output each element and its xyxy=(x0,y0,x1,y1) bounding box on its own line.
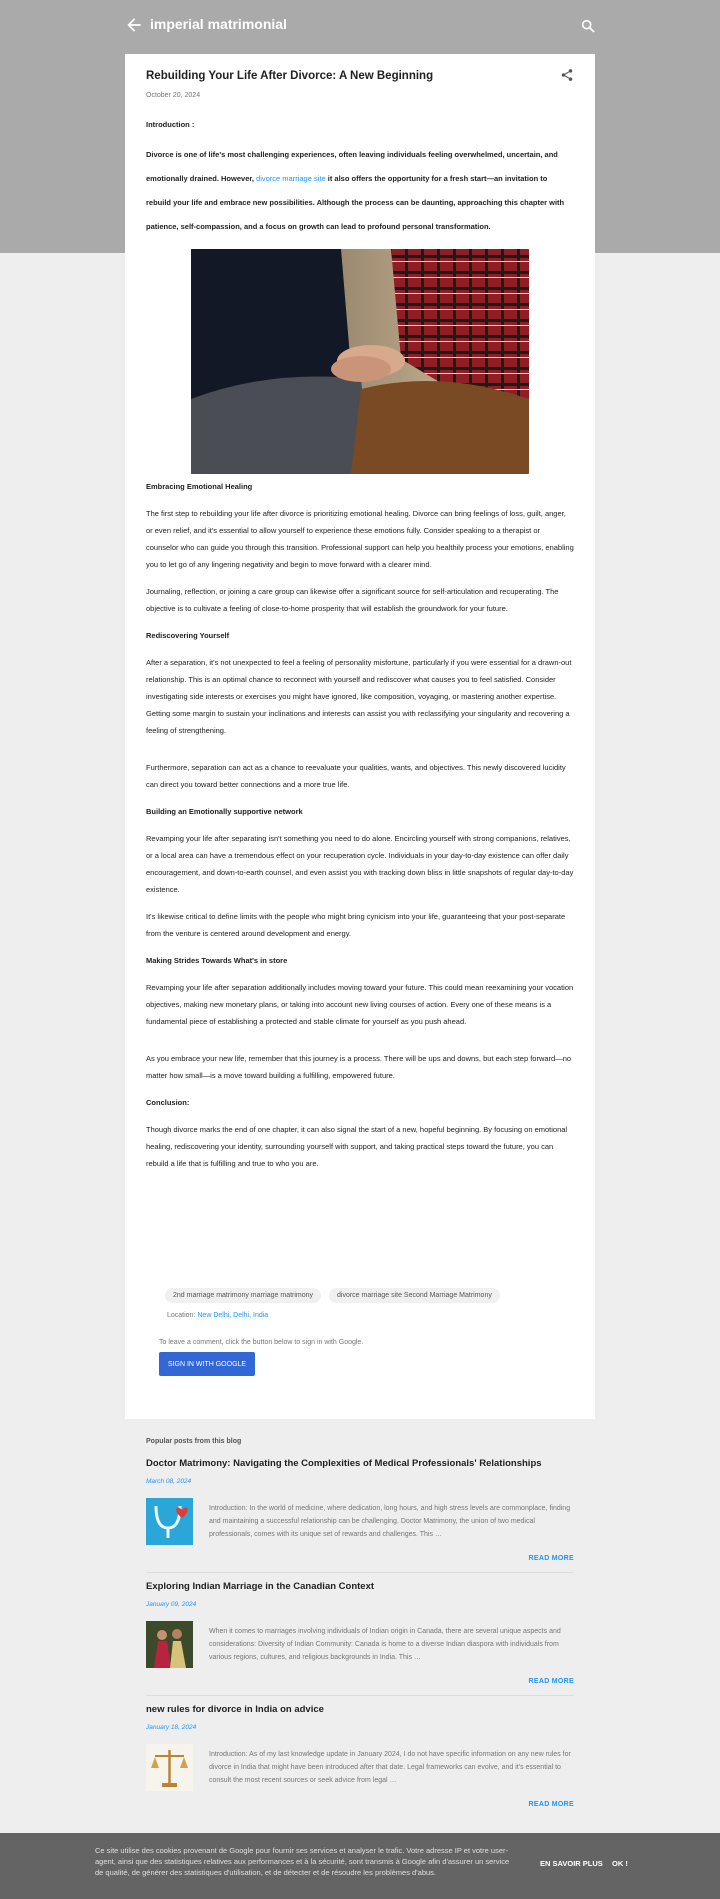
read-more-link[interactable]: READ MORE xyxy=(528,1555,574,1562)
popular-post xyxy=(146,1458,574,1562)
divorce-marriage-site-link[interactable]: divorce marriage site xyxy=(256,174,326,183)
post-date: October 20, 2024 xyxy=(146,92,201,99)
intro-paragraph xyxy=(146,143,574,239)
label-chip[interactable]: 2nd marriage matrimony marriage matrimony xyxy=(165,1288,321,1303)
popular-post-thumbnail[interactable] xyxy=(146,1621,193,1668)
popular-post-title[interactable]: Doctor Matrimony: Navigating the Complexities of Medical Professionals' Relationships xyxy=(146,1458,542,1469)
stethoscope-heart-icon xyxy=(146,1498,193,1545)
intro-text-1: Divorce is one of life's most challenging experiences, often leaving individuals feeling overwhelmed, uncertain, and emotionally drained. However, xyxy=(146,150,558,183)
location-label: Location: xyxy=(167,1312,196,1319)
sign-in-with-google-button[interactable]: SIGN IN WITH GOOGLE xyxy=(159,1352,255,1376)
divider xyxy=(146,1695,574,1696)
popular-post-date[interactable]: March 08, 2024 xyxy=(146,1478,192,1485)
popular-post xyxy=(146,1581,574,1685)
section-paragraph: Revamping your life after separation additionally includes moving toward your future. This could mean reexamining your vocation objectives, making new monetary plans, or taking into account new living courses of action. Every one of these means is a fundamental piece of establishing a protected and stable climate for yourself as you push ahead. xyxy=(146,983,574,1026)
divider xyxy=(146,1572,574,1573)
popular-post-title[interactable]: Exploring Indian Marriage in the Canadian Context xyxy=(146,1581,375,1592)
popular-post xyxy=(146,1704,574,1808)
read-more-link[interactable]: READ MORE xyxy=(528,1801,574,1808)
post-image-holding-hands xyxy=(191,249,529,474)
justice-scales-icon xyxy=(146,1744,193,1791)
section-paragraph: As you embrace your new life, remember that this journey is a process. There will be ups and downs, but each step forward—no matter how small—is a move toward building a fulfilling, empowered future. xyxy=(146,1054,572,1080)
wedding-couple-icon xyxy=(146,1621,193,1668)
cookie-ok-button[interactable]: OK ! xyxy=(612,1859,628,1868)
post-location xyxy=(167,1312,268,1319)
post-title: Rebuilding Your Life After Divorce: A New Beginning xyxy=(146,70,434,82)
section-paragraph: Journaling, reflection, or joining a care group can likewise offer a significant source for self-articulation and recuperating. The objective is to cultivate a feeling of close-to-home prosperity that will establish the groundwork for your future. xyxy=(146,587,559,613)
popular-post-date[interactable]: January 09, 2024 xyxy=(146,1601,197,1608)
blog-title[interactable]: imperial matrimonial xyxy=(150,16,287,32)
cookie-text: Ce site utilise des cookies provenant de Google pour fournir ses services et analyser le trafic. Votre adresse IP et votre user-agent, ainsi que des statistiques relatives aux performances et à la sécurité, sont transmis à Google afin d'assurer un service de qualité, de générer des statistiques d'utilisation, et de détecter et de résoudre les problèmes d'abus. xyxy=(95,1846,510,1877)
section-heading: Embracing Emotional Healing xyxy=(146,482,253,491)
post-card xyxy=(125,54,595,1419)
section-heading: Making Strides Towards What's in store xyxy=(146,956,288,965)
read-more-link[interactable]: READ MORE xyxy=(528,1678,574,1685)
blog-header xyxy=(0,0,720,50)
back-arrow-icon[interactable] xyxy=(124,15,144,35)
section-paragraph: Furthermore, separation can act as a chance to reevaluate your qualities, wants, and objectives. This newly discovered lucidity can direct you toward better connections and a more true life. xyxy=(146,763,566,789)
section-paragraph: Though divorce marks the end of one chapter, it can also signal the start of a new, hopeful beginning. By focusing on emotional healing, rediscovering your identity, surrounding yourself with support, and taking practical steps toward the future, you can rebuild a life that is fulfilling and true to who you are. xyxy=(146,1125,568,1168)
popular-post-date[interactable]: January 18, 2024 xyxy=(146,1724,197,1731)
location-link[interactable]: New Delhi, Delhi, India xyxy=(197,1312,269,1319)
popular-posts xyxy=(146,1438,574,1808)
post-sections xyxy=(146,478,574,1172)
popular-post-thumbnail[interactable] xyxy=(146,1744,193,1791)
holding-hands-photo-icon xyxy=(191,249,529,474)
popular-post-thumbnail[interactable] xyxy=(146,1498,193,1545)
section-heading: Conclusion: xyxy=(146,1098,190,1107)
spacer xyxy=(146,749,574,759)
popular-post-snippet: Introduction: In the world of medicine, where dedication, long hours, and high stress levels are commonplace, finding and maintaining a successful relationship can be challenging. Doctor Matrimony, the union of two medical professionals, comes with its unique set of rewards and challenges. This … xyxy=(209,1505,571,1538)
spacer xyxy=(146,1040,574,1050)
post-labels xyxy=(165,1288,506,1303)
cookie-learn-more-button[interactable]: EN SAVOIR PLUS xyxy=(540,1859,603,1868)
section-heading: Building an Emotionally supportive network xyxy=(146,807,303,816)
comment-note: To leave a comment, click the button below to sign in with Google. xyxy=(159,1339,364,1346)
section-heading: Rediscovering Yourself xyxy=(146,631,230,640)
label-chip[interactable]: divorce marriage site Second Marriage Matrimony xyxy=(329,1288,500,1303)
intro-label: Introduction : xyxy=(146,120,195,129)
section-paragraph: The first step to rebuilding your life after divorce is prioritizing emotional healing. Divorce can bring feelings of loss, guilt, anger, or even relief, and it's essential to allow yourself to experience these emotions fully. Consider speaking to a therapist or counselor who can guide you through this transition. Professional support can help you healthily process your emotions, enabling you to let go of any lingering negativity and begin to move forward with a clearer mind. xyxy=(146,509,574,569)
cookie-banner xyxy=(0,1833,720,1899)
popular-post-title[interactable]: new rules for divorce in India on advice xyxy=(146,1704,324,1715)
section-paragraph: It's likewise critical to define limits with the people who might bring cynicism into your life, guaranteeing that your post-separate from the venture is centered around development and energy. xyxy=(146,912,566,938)
popular-posts-heading: Popular posts from this blog xyxy=(146,1438,242,1445)
section-paragraph: Revamping your life after separating isn't something you need to do alone. Encircling yourself with strong companions, relatives, or a local area can have a tremendous effect on your recuperation cycle. Individuals in your day-to-day existence can offer daily encouragement, and down-to-earth counsel, and even assist you with tracking down bliss in little snapshots of regular day-to-day existence. xyxy=(146,834,574,894)
share-icon[interactable] xyxy=(560,68,574,82)
popular-post-snippet: Introduction: As of my last knowledge update in January 2024, I do not have specific information on any new rules for divorce in India that might have been introduced after that date. Legal frameworks can evolve, and it's essential to consult the most recent sources or seek advice from legal … xyxy=(209,1751,571,1784)
intro-text-2: it also offers the opportunity for a fresh start—an invitation to rebuild your life and embrace new possibilities. Although the process can be daunting, approaching this chapter with patience, self-compassion, and a focus on growth can lead to profound personal transformation. xyxy=(146,174,565,231)
search-icon[interactable] xyxy=(580,18,596,34)
popular-post-snippet: When it comes to marriages involving individuals of Indian origin in Canada, there are several unique aspects and considerations: Diversity of Indian Community: Canada is home to a diverse Indian diaspora with individuals from various regions, cultures, and religious backgrounds in India. This … xyxy=(209,1628,561,1661)
post-body xyxy=(146,116,574,1182)
section-paragraph: After a separation, it's not unexpected to feel a feeling of personality misfortune, particularly if you were essential for a drawn-out relationship. This is an optimal chance to reconnect with yourself and rediscover what causes you to feel satisfied. Consider investigating side interests or exercises you might have ignored, like composition, voyaging, or mastering another expertise. Getting some margin to sustain your inclinations and interests can assist you with reclassifying your singularity and recovering a feeling of strengthening. xyxy=(146,658,572,735)
